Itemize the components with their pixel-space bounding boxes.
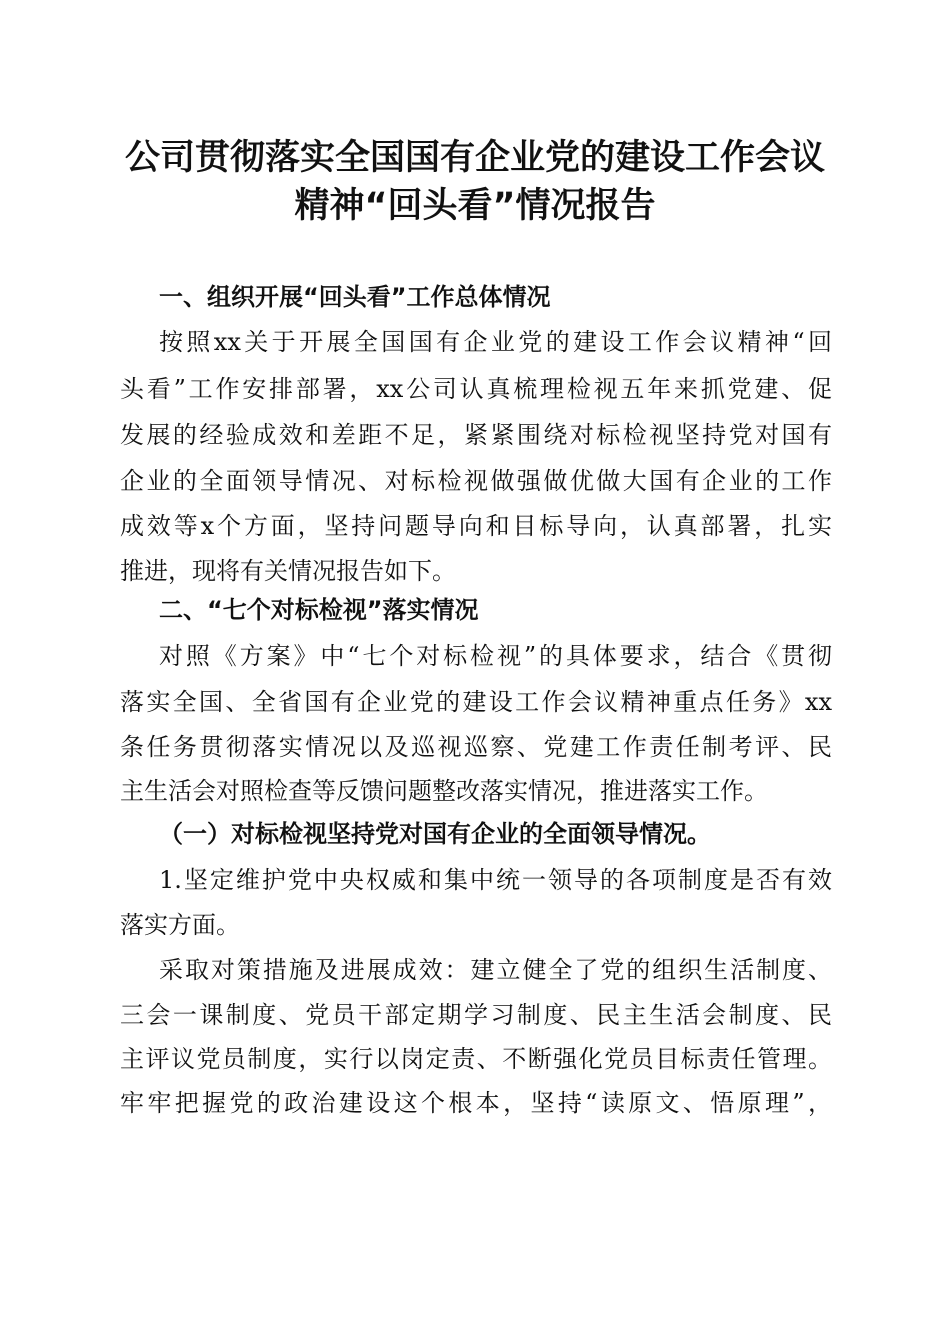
- paragraph-line: 1.坚定维护党中央权威和集中统一领导的各项制度是否有效: [159, 866, 832, 894]
- paragraph-line: 落实全国、全省国有企业党的建设工作会议精神重点任务》xx: [120, 688, 832, 716]
- paragraph-line: 成效等x个方面，坚持问题导向和目标导向，认真部署，扎实: [120, 512, 832, 540]
- paragraph-line: 按照xx关于开展全国国有企业党的建设工作会议精神“回: [159, 328, 832, 356]
- paragraph-line: 发展的经验成效和差距不足，紧紧围绕对标检视坚持党对国有: [120, 421, 832, 449]
- paragraph-line: 条任务贯彻落实情况以及巡视巡察、党建工作责任制考评、民: [120, 733, 832, 761]
- paragraph-line: 企业的全面领导情况、对标检视做强做优做大国有企业的工作: [120, 467, 832, 495]
- paragraph-line: 头看”工作安排部署，xx公司认真梳理检视五年来抓党建、促: [120, 375, 832, 403]
- section-2-heading: 二、“七个对标检视”落实情况: [159, 596, 479, 624]
- paragraph-line: 主生活会对照检查等反馈问题整改落实情况，推进落实工作。: [120, 777, 768, 805]
- paragraph-line: 牢牢把握党的政治建设这个根本，坚持“读原文、悟原理”，: [120, 1089, 832, 1117]
- section-1-heading: 一、组织开展“回头看”工作总体情况: [159, 283, 551, 311]
- subsection-1-heading: （一）对标检视坚持党对国有企业的全面领导情况。: [159, 819, 711, 848]
- paragraph-line: 采取对策措施及进展成效：建立健全了党的组织生活制度、: [159, 956, 832, 984]
- paragraph-line: 对照《方案》中“七个对标检视”的具体要求，结合《贯彻: [159, 642, 832, 670]
- document-title-line-2: 精神“回头看”情况报告: [294, 186, 656, 226]
- document-title-line-1: 公司贯彻落实全国国有企业党的建设工作会议: [124, 138, 825, 178]
- paragraph-line: 推进，现将有关情况报告如下。: [120, 557, 456, 585]
- paragraph-line: 主评议党员制度，实行以岗定责、不断强化党员目标责任管理。: [120, 1045, 832, 1073]
- paragraph-line: 落实方面。: [120, 911, 240, 939]
- paragraph-line: 三会一课制度、党员干部定期学习制度、民主生活会制度、民: [120, 1001, 832, 1029]
